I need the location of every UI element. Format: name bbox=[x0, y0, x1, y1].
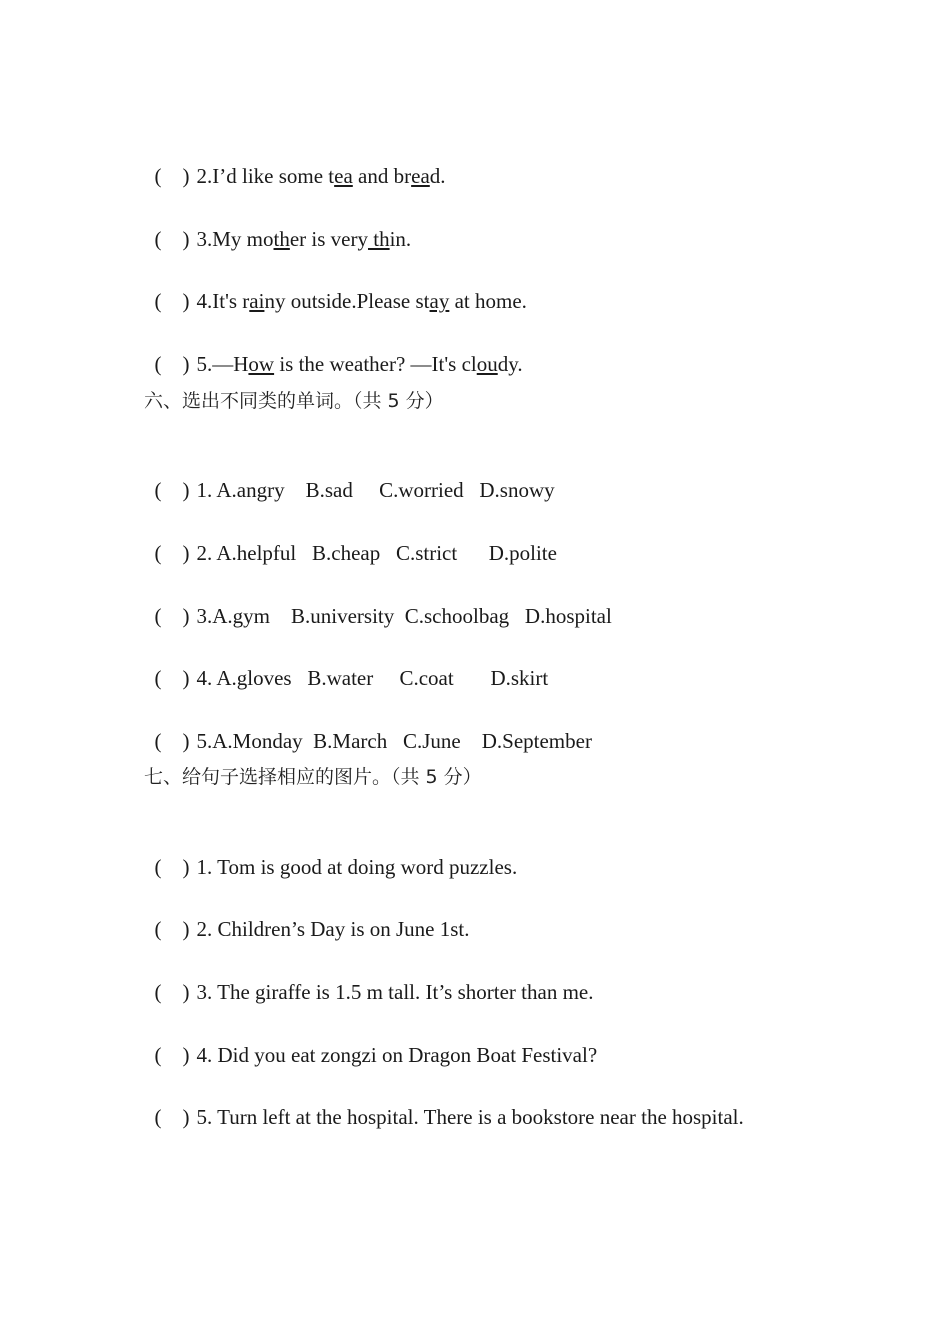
question-row bbox=[144, 1078, 744, 1130]
question-text: 1. A.angry B.sad C.worried D.snowy bbox=[196, 478, 555, 502]
section-heading: 七、给句子选择相应的图片。（共 5 分） bbox=[144, 766, 482, 788]
answer-blank[interactable]: ( ) bbox=[154, 729, 190, 753]
question-text: 4. A.gloves B.water C.coat D.skirt bbox=[196, 666, 549, 690]
question-text: 5.—How is the weather? —It's cloudy. bbox=[196, 352, 523, 376]
question-row bbox=[144, 325, 523, 377]
answer-blank[interactable]: ( ) bbox=[154, 1043, 190, 1067]
answer-blank[interactable]: ( ) bbox=[154, 917, 190, 941]
question-text: 2. A.helpful B.cheap C.strict D.polite bbox=[196, 541, 557, 565]
answer-blank[interactable]: ( ) bbox=[154, 352, 190, 376]
question-row bbox=[144, 577, 612, 629]
answer-blank[interactable]: ( ) bbox=[154, 666, 190, 690]
question-row bbox=[144, 953, 593, 1005]
question-text: 1. Tom is good at doing word puzzles. bbox=[196, 855, 518, 879]
question-text: 5.A.Monday B.March C.June D.September bbox=[196, 729, 592, 753]
question-row bbox=[144, 702, 592, 754]
question-text: 3.A.gym B.university C.schoolbag D.hospital bbox=[196, 604, 612, 628]
question-row bbox=[144, 137, 446, 189]
answer-blank[interactable]: ( ) bbox=[154, 289, 190, 313]
question-row bbox=[144, 639, 548, 691]
question-text: 5. Turn left at the hospital. There is a bookstore near the hospital. bbox=[196, 1105, 744, 1129]
question-row bbox=[144, 514, 557, 566]
question-text: 4. Did you eat zongzi on Dragon Boat Festival? bbox=[196, 1043, 598, 1067]
question-row bbox=[144, 200, 411, 252]
answer-blank[interactable]: ( ) bbox=[154, 227, 190, 251]
question-text: 2. Children’s Day is on June 1st. bbox=[196, 917, 470, 941]
question-row bbox=[144, 890, 470, 942]
answer-blank[interactable]: ( ) bbox=[154, 164, 190, 188]
question-text: 3.My mother is very thin. bbox=[196, 227, 412, 251]
question-row bbox=[144, 451, 555, 503]
question-text: 4.It's rainy outside.Please stay at home. bbox=[196, 289, 527, 313]
answer-blank[interactable]: ( ) bbox=[154, 478, 190, 502]
answer-blank[interactable]: ( ) bbox=[154, 980, 190, 1004]
question-text: 2.I’d like some tea and bread. bbox=[196, 164, 446, 188]
answer-blank[interactable]: ( ) bbox=[154, 1105, 190, 1129]
answer-blank[interactable]: ( ) bbox=[154, 541, 190, 565]
question-row bbox=[144, 828, 517, 880]
question-text: 3. The giraffe is 1.5 m tall. It’s shorter than me. bbox=[196, 980, 594, 1004]
section-heading: 六、选出不同类的单词。（共 5 分） bbox=[144, 390, 444, 412]
answer-blank[interactable]: ( ) bbox=[154, 604, 190, 628]
question-row bbox=[144, 1016, 597, 1068]
answer-blank[interactable]: ( ) bbox=[154, 855, 190, 879]
question-row bbox=[144, 262, 527, 314]
